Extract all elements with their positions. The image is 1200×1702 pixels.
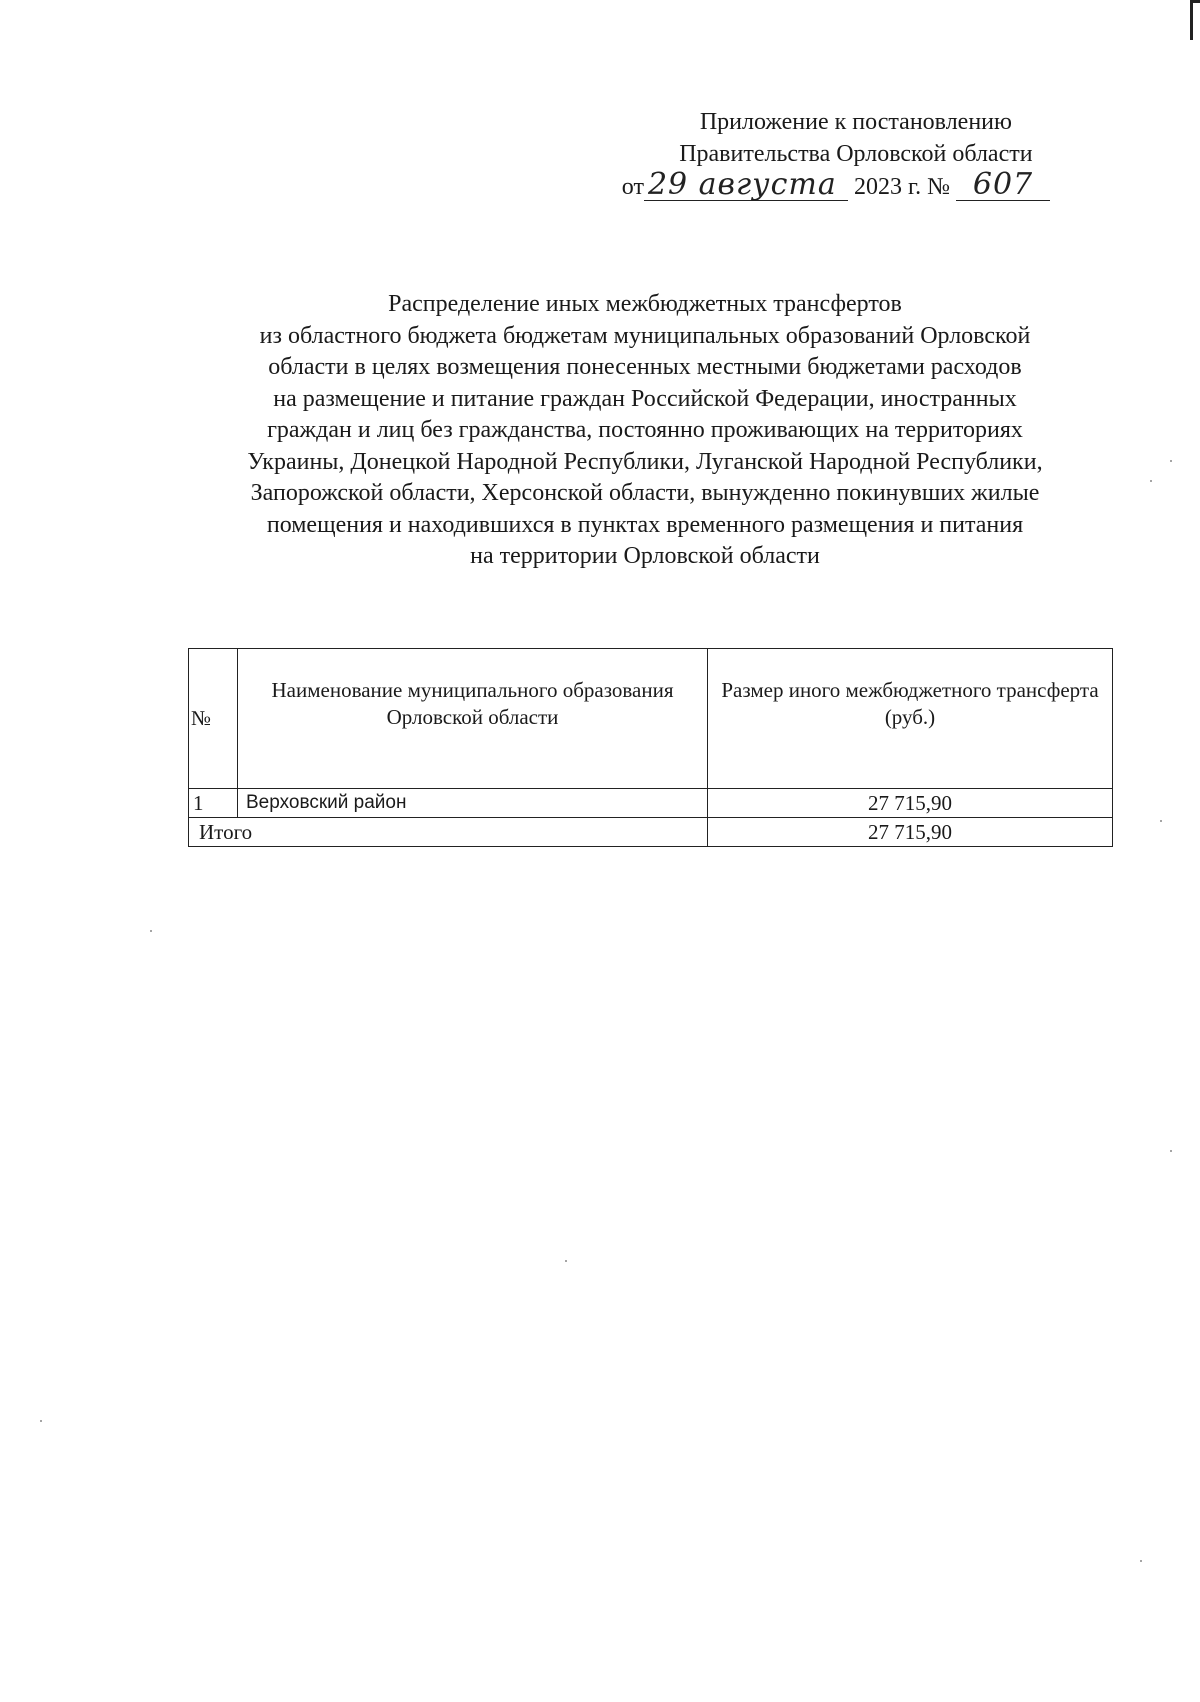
scan-speck	[1150, 480, 1152, 482]
row-municipality-name: Верховский район	[238, 789, 708, 818]
scan-speck	[150, 930, 152, 932]
title-line: граждан и лиц без гражданства, постоянно проживающих на территориях	[267, 417, 1023, 443]
title-line: области в целях возмещения понесенных местными бюджетами расходов	[268, 354, 1022, 380]
appendix-header-line-1: Приложение к постановлению	[699, 109, 1012, 135]
row-number: 1	[189, 789, 238, 818]
date-prefix: от	[621, 174, 644, 200]
scan-speck	[1170, 1150, 1172, 1152]
header-number: №	[189, 649, 238, 789]
handwritten-number: 607	[956, 170, 1050, 201]
title-line: помещения и находившихся в пунктах временного размещения и питания	[266, 511, 1024, 538]
scan-speck	[565, 1260, 567, 1262]
handwritten-date: 29 августа	[644, 170, 848, 201]
year-and-number-label: 2023 г. №	[853, 174, 950, 200]
transfers-table	[188, 648, 1113, 847]
header-municipality-name: Наименование муниципального образования Орловской области	[238, 649, 708, 789]
scan-speck	[40, 1420, 42, 1422]
total-label: Итого	[189, 818, 708, 847]
appendix-header-line-2: Правительства Орловской области	[679, 141, 1033, 167]
title-line: Запорожской области, Херсонской области, вынужденно покинувших жилые	[250, 480, 1040, 506]
appendix-header	[621, 106, 1050, 203]
table-header-row	[189, 649, 1113, 789]
header-transfer-amount: Размер иного межбюджетного трансферта (руб.)	[708, 649, 1113, 789]
row-transfer-amount: 27 715,90	[708, 789, 1113, 818]
table-total-row	[189, 818, 1113, 847]
scan-speck	[1170, 460, 1172, 462]
title-line: из областного бюджета бюджетам муниципальных образований Орловской	[259, 322, 1031, 349]
scan-corner-mark	[1190, 0, 1200, 40]
scan-speck	[1140, 1560, 1142, 1562]
appendix-date-line	[621, 167, 1050, 203]
scan-speck	[1160, 820, 1162, 822]
title-line: Украины, Донецкой Народной Республики, Луганской Народной Республики,	[247, 448, 1043, 475]
title-line: Распределение иных межбюджетных трансфертов	[388, 291, 902, 317]
title-line: на размещение и питание граждан Российской Федерации, иностранных	[273, 385, 1017, 412]
table-row	[189, 789, 1113, 818]
title-line: на территории Орловской области	[470, 543, 820, 569]
transfers-table-container	[188, 648, 1112, 847]
document-title	[150, 289, 1140, 573]
total-amount: 27 715,90	[708, 818, 1113, 847]
